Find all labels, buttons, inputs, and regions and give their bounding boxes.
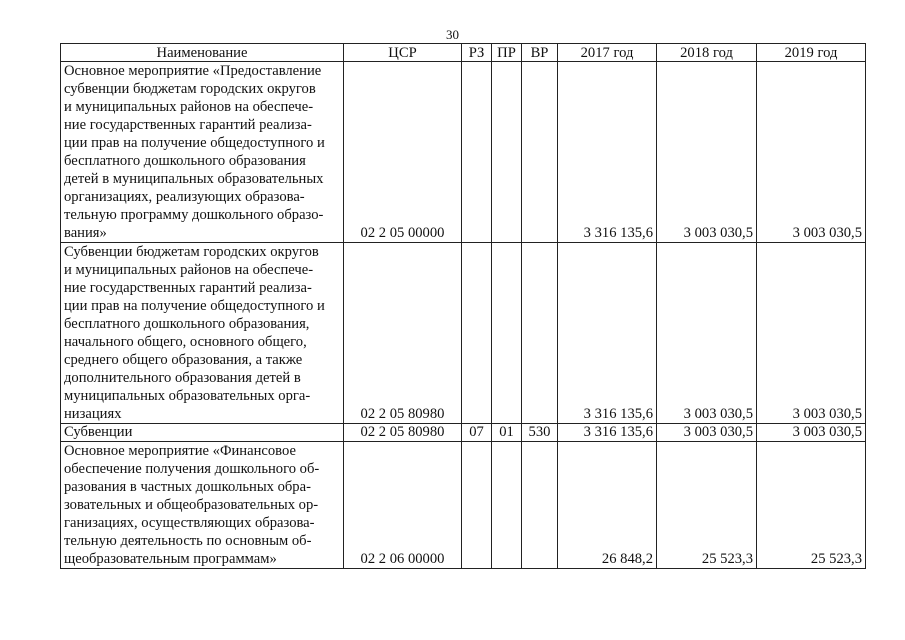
row-2019: 25 523,3	[757, 442, 866, 569]
header-vr: ВР	[522, 44, 558, 62]
row-2017: 3 316 135,6	[558, 62, 657, 243]
header-row	[61, 44, 866, 62]
row-name: Основное мероприятие «Предоставление субвенции бюджетам городских округов и муниципальных районов на обеспече- ние государственных гарантий реализа- ции прав на получение общедоступного и бесплатного дошкольного образования детей в муниципальных образовательных организациях, реализующих образова- тельную программу дошкольного образо- вания»	[61, 62, 344, 243]
row-vr	[522, 62, 558, 243]
row-rz	[462, 62, 492, 243]
row-2018: 3 003 030,5	[657, 243, 757, 424]
row-name: Субвенции бюджетам городских округов и муниципальных районов на обеспече- ние государственных гарантий реализа- ции прав на получение общедоступного и бесплатного дошкольного образования, начального общего, основного общего, среднего общего образования, а также дополнительного образования детей в муниципальных образовательных орга- низациях	[61, 243, 344, 424]
table-row	[61, 62, 866, 243]
page-number: 30	[446, 27, 459, 42]
row-2018: 25 523,3	[657, 442, 757, 569]
row-pr: 01	[492, 424, 522, 442]
row-rz	[462, 442, 492, 569]
header-2018: 2018 год	[657, 44, 757, 62]
row-2017: 3 316 135,6	[558, 243, 657, 424]
row-2018: 3 003 030,5	[657, 424, 757, 442]
header-csr: ЦСР	[344, 44, 462, 62]
header-name: Наименование	[61, 44, 344, 62]
row-vr: 530	[522, 424, 558, 442]
header-pr: ПР	[492, 44, 522, 62]
budget-table	[60, 43, 866, 569]
row-vr	[522, 243, 558, 424]
header-2017: 2017 год	[558, 44, 657, 62]
row-name: Субвенции	[61, 424, 344, 442]
header-2019: 2019 год	[757, 44, 866, 62]
table-row	[61, 243, 866, 424]
row-pr	[492, 442, 522, 569]
row-csr: 02 2 05 00000	[344, 62, 462, 243]
row-rz	[462, 243, 492, 424]
row-name: Основное мероприятие «Финансовое обеспечение получения дошкольного об- разования в частных дошкольных обра- зовательных и общеобразовательных ор- ганизациях, осуществляющих образова- тельную деятельность по основным об- щеобразовательным программам»	[61, 442, 344, 569]
row-csr: 02 2 06 00000	[344, 442, 462, 569]
row-2019: 3 003 030,5	[757, 424, 866, 442]
row-rz: 07	[462, 424, 492, 442]
row-2018: 3 003 030,5	[657, 62, 757, 243]
row-2017: 26 848,2	[558, 442, 657, 569]
header-rz: РЗ	[462, 44, 492, 62]
row-csr: 02 2 05 80980	[344, 424, 462, 442]
row-csr: 02 2 05 80980	[344, 243, 462, 424]
row-2019: 3 003 030,5	[757, 243, 866, 424]
row-vr	[522, 442, 558, 569]
row-pr	[492, 243, 522, 424]
row-pr	[492, 62, 522, 243]
row-2019: 3 003 030,5	[757, 62, 866, 243]
table-row	[61, 424, 866, 442]
row-2017: 3 316 135,6	[558, 424, 657, 442]
table-row	[61, 442, 866, 569]
